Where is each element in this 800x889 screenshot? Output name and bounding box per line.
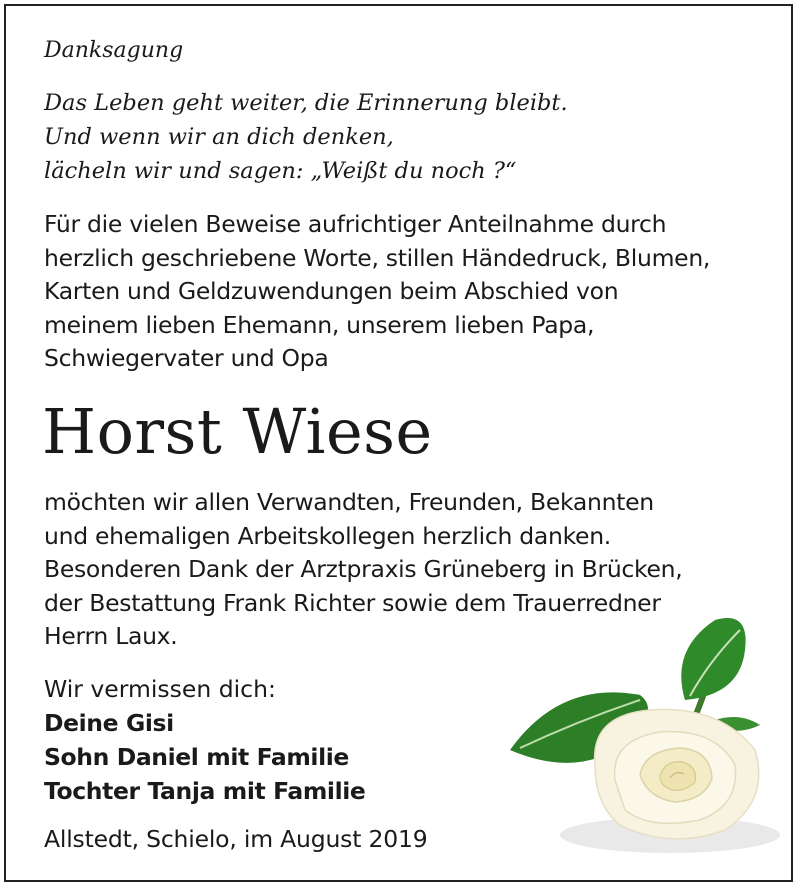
- signatory: Tochter Tanja mit Familie: [44, 777, 366, 805]
- motto: [44, 86, 568, 188]
- intro-line: Für die vielen Beweise aufrichtiger Anteilnahme durch: [44, 210, 667, 238]
- deceased-name: Horst Wiese: [42, 395, 433, 468]
- thanks-line: möchten wir allen Verwandten, Freunden, Bekannten: [44, 488, 654, 516]
- motto-line: Das Leben geht weiter, die Erinnerung bleibt.: [44, 90, 568, 116]
- motto-line: Und wenn wir an dich denken,: [44, 124, 394, 150]
- thanks-line: und ehemaligen Arbeitskollegen herzlich danken.: [44, 521, 611, 550]
- thanks-line: Besonderen Dank der Arztpraxis Grüneberg in Brücken,: [44, 555, 683, 583]
- intro-line: Schwiegervater und Opa: [44, 344, 329, 372]
- signature-block: [44, 672, 365, 808]
- signatory: Deine Gisi: [44, 709, 174, 737]
- place-date: Allstedt, Schielo, im August 2019: [44, 825, 428, 853]
- thanks-line: Herrn Laux.: [44, 622, 178, 650]
- white-rose-icon: [500, 600, 780, 870]
- miss-intro: Wir vermissen dich:: [44, 675, 276, 703]
- intro-line: meinem lieben Ehemann, unserem lieben Papa,: [44, 310, 595, 339]
- heading: Danksagung: [44, 38, 184, 63]
- intro-text: [44, 208, 774, 376]
- intro-line: Karten und Geldzuwendungen beim Abschied von: [44, 277, 619, 305]
- signatory: Sohn Daniel mit Familie: [44, 743, 349, 771]
- intro-line: herzlich geschriebene Worte, stillen Händedruck, Blumen,: [44, 243, 711, 272]
- thanks-line: der Bestattung Frank Richter sowie dem Trauerredner: [44, 588, 661, 617]
- motto-line: lächeln wir und sagen: „Weißt du noch ?“: [44, 158, 517, 184]
